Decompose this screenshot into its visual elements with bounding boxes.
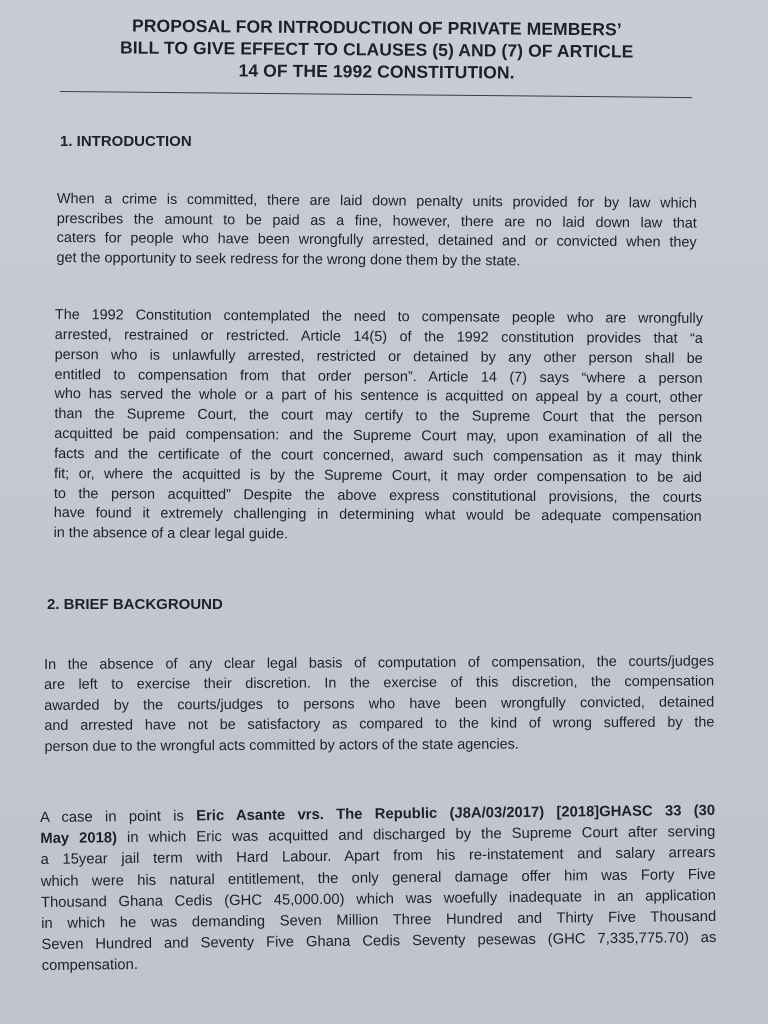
text-line: arrested, restrained or restricted. Article 14(5) of the 1992 constitution provides that “a [54,326,703,347]
title-line-1: PROPOSAL FOR INTRODUCTION OF PRIVATE MEMBERS’ [132,15,622,40]
text-line: acquitted be paid compensation: and the Supreme Court may, upon examination of all the [54,426,703,447]
text-line: in the absence of a clear legal guide. [53,525,289,543]
title-line-2: BILL TO GIVE EFFECT TO CLAUSES (5) AND (7) OF ARTICLE [119,37,634,62]
text-line: a 15year jail term with Hard Labour. Apart from his re-instatement and salary arrears [40,845,716,869]
text-line: which were his natural entitlement, the only general damage offer him was Forty Five [40,866,716,890]
text-line: Seven Hundred and Seventy Five Ghana Cedis Seventy pesewas (GHC 7,335,775.70) as [41,930,717,954]
text-line: fit; or, where the acquitted is by the Supreme Court, it may order compensation to be aid [53,465,703,486]
background-paragraph-2 [40,801,717,978]
text-line: and arrested have not be satisfactory as compared to the kind of wrong suffered by the [44,714,715,735]
text-line: person due to the wrongful acts committed by actors of the state agencies. [44,736,519,755]
text-line: When a crime is committed, there are laid down penalty units provided for by law which [56,190,697,212]
case-detail-text: in which Eric was acquitted and discharged by the Supreme Court after serving [116,824,716,847]
text-line: to the person acquitted” Despite the above express constitutional provisions, the courts [53,485,702,506]
text-line: The 1992 Constitution contemplated the need to compensate people who are wrongfully [54,306,703,327]
section-heading-brief-background: 2. BRIEF BACKGROUND [47,596,223,613]
section-heading-introduction: 1. INTRODUCTION [60,133,192,150]
text-line: prescribes the amount to be paid as a fine, however, there are no laid down law that [56,210,697,232]
text-line: awarded by the courts/judges to persons who have been wrongfully convicted, detained [44,694,715,714]
document-title [61,14,691,85]
text-line: than the Supreme Court, the court may certify to the Supreme Court that the person [54,406,703,427]
case-date: May 2018) [40,830,118,848]
text-line: who has served the whole or a part of his sentence is acquitted on appeal by a court, other [54,386,703,407]
text-line: get the opportunity to seek redress for the wrong done them by the state. [56,249,521,270]
text-line: compensation. [41,957,138,975]
title-line-3: 14 OF THE 1992 CONSTITUTION. [238,60,515,83]
introduction-paragraph-1 [56,190,697,273]
title-underline [60,91,692,98]
introduction-paragraph-2 [54,306,703,548]
background-paragraph-1 [44,651,715,757]
case-intro-text: A case in point is [40,808,197,826]
text-line: in which he was demanding Seven Million Three Hundred and Thirty Five Thousand [41,908,717,933]
text-line: In the absence of any clear legal basis of computation of compensation, the courts/judges [44,653,715,673]
text-line: person who is unlawfully arrested, restricted or detained by any other person shall be [54,346,703,367]
text-line: Thousand Ghana Cedis (GHC 45,000.00) which was woefully inadequate in an application [40,887,717,911]
text-line: entitled to compensation from that order person”. Article 14 (7) says “where a person [54,366,703,387]
text-line: caters for people who have been wrongfully arrested, detained and or convicted when they [56,230,697,251]
text-line: are left to exercise their discretion. In the exercise of this discretion, the compensation [44,673,715,694]
case-citation: Eric Asante vrs. The Republic (J8A/03/2017) [2018]GHASC 33 (30 [196,802,716,825]
text-line: facts and the certificate of the court concerned, award such compensation as it may think [54,445,703,466]
text-line: have found it extremely challenging in determining what would be adequate compensation [53,505,702,526]
